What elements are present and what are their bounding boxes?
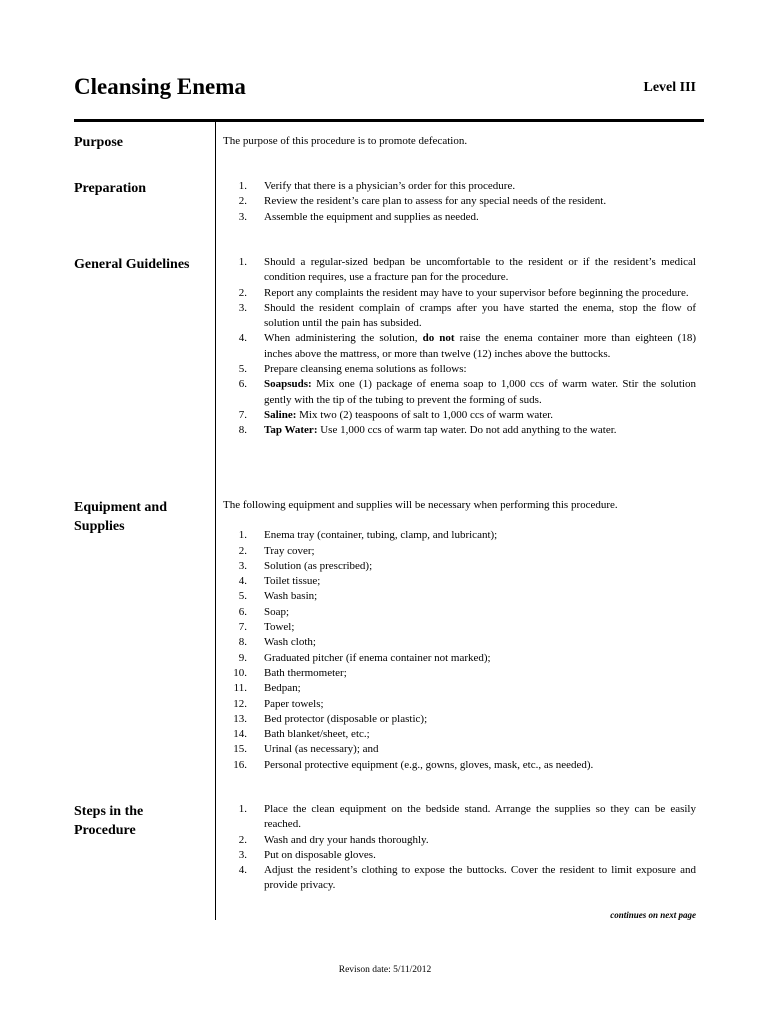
- list-item: 16. Personal protective equipment (e.g., gowns, gloves, mask, etc., as needed).: [233, 758, 594, 771]
- steps-list: [223, 802, 696, 894]
- list-item: 6. Soapsuds: Mix one (1) package of enema soap to 1,000 ccs of warm water. Stir the solution gently with the tip of the tubing to prevent the forming of suds.: [238, 378, 696, 406]
- page-title: Cleansing Enema: [74, 74, 246, 99]
- list-item: 1. Enema tray (container, tubing, clamp, and lubricant);: [238, 529, 498, 542]
- section-content: [223, 802, 696, 894]
- preparation-list: [223, 179, 696, 225]
- list-item: 7. Saline: Mix two (2) teaspoons of salt to 1,000 ccs of warm water.: [238, 408, 554, 421]
- level-label: Level III: [643, 80, 696, 95]
- list-item: 11. Bedpan;: [233, 682, 301, 695]
- list-item: 4. Toilet tissue;: [238, 575, 321, 588]
- section-content: [223, 179, 696, 225]
- equipment-list: [223, 528, 696, 773]
- equipment-intro: The following equipment and supplies will be necessary when performing this procedure.: [223, 499, 618, 511]
- list-item: 14. Bath blanket/sheet, etc.;: [233, 728, 370, 741]
- list-item: 3. Assemble the equipment and supplies as needed.: [238, 210, 479, 223]
- list-item: 3. Put on disposable gloves.: [238, 848, 376, 861]
- section-content: [223, 255, 696, 439]
- list-item: 5. Wash basin;: [238, 590, 318, 603]
- list-item: 3. Solution (as prescribed);: [238, 559, 373, 572]
- guidelines-list: [223, 255, 696, 439]
- list-item: 10. Bath thermometer;: [233, 666, 347, 679]
- list-item: 2. Tray cover;: [238, 544, 315, 557]
- list-item: 2. Wash and dry your hands thoroughly.: [238, 833, 429, 846]
- list-item: 13. Bed protector (disposable or plastic);: [233, 712, 428, 725]
- purpose-text: The purpose of this procedure is to promote defecation.: [223, 135, 468, 147]
- list-item: 8. Tap Water: Use 1,000 ccs of warm tap water. Do not add anything to the water.: [238, 424, 617, 437]
- list-item: 2. Review the resident’s care plan to assess for any special needs of the resident.: [238, 195, 607, 208]
- section-content: [223, 498, 696, 773]
- list-item: 1. Place the clean equipment on the bedside stand. Arrange the supplies so they can be easily reached.: [238, 803, 696, 831]
- list-item: 12. Paper towels;: [233, 697, 324, 710]
- section-label: Equipment and Supplies: [74, 500, 167, 534]
- list-item: 4. Adjust the resident’s clothing to expose the buttocks. Cover the resident to limit exposure and provide privacy.: [238, 864, 696, 892]
- section-content: [223, 134, 696, 149]
- header-rule: [74, 119, 704, 122]
- list-item: 1. Verify that there is a physician’s order for this procedure.: [238, 180, 516, 192]
- list-item: 6. Soap;: [238, 605, 290, 618]
- list-item: 1. Should a regular-sized bedpan be uncomfortable to the resident or if the resident’s medical condition requires, use a fracture pan for the procedure.: [238, 256, 696, 284]
- list-item: 5. Prepare cleansing enema solutions as follows:: [238, 363, 467, 376]
- list-item: 9. Graduated pitcher (if enema container not marked);: [238, 651, 491, 664]
- revision-date: Revison date: 5/11/2012: [338, 965, 432, 975]
- section-label: Preparation: [74, 181, 147, 196]
- list-item: 2. Report any complaints the resident may have to your supervisor before beginning the procedure.: [238, 286, 689, 299]
- list-item: 8. Wash cloth;: [238, 636, 316, 649]
- list-item: 4. When administering the solution, do not raise the enema container more than eighteen (18) inches above the mattress, or more than twelve (12) inches above the buttocks.: [238, 332, 696, 360]
- section-label: General Guidelines: [74, 257, 190, 272]
- list-item: 7. Towel;: [238, 621, 295, 634]
- list-item: 15. Urinal (as necessary); and: [233, 743, 379, 756]
- column-divider: [215, 122, 216, 920]
- section-label: Purpose: [74, 135, 123, 150]
- section-label: Steps in the Procedure: [74, 804, 144, 838]
- list-item: 3. Should the resident complain of cramps after you have started the enema, stop the flow of solution until the pain has subsided.: [238, 301, 696, 330]
- continues-note: continues on next page: [610, 910, 696, 920]
